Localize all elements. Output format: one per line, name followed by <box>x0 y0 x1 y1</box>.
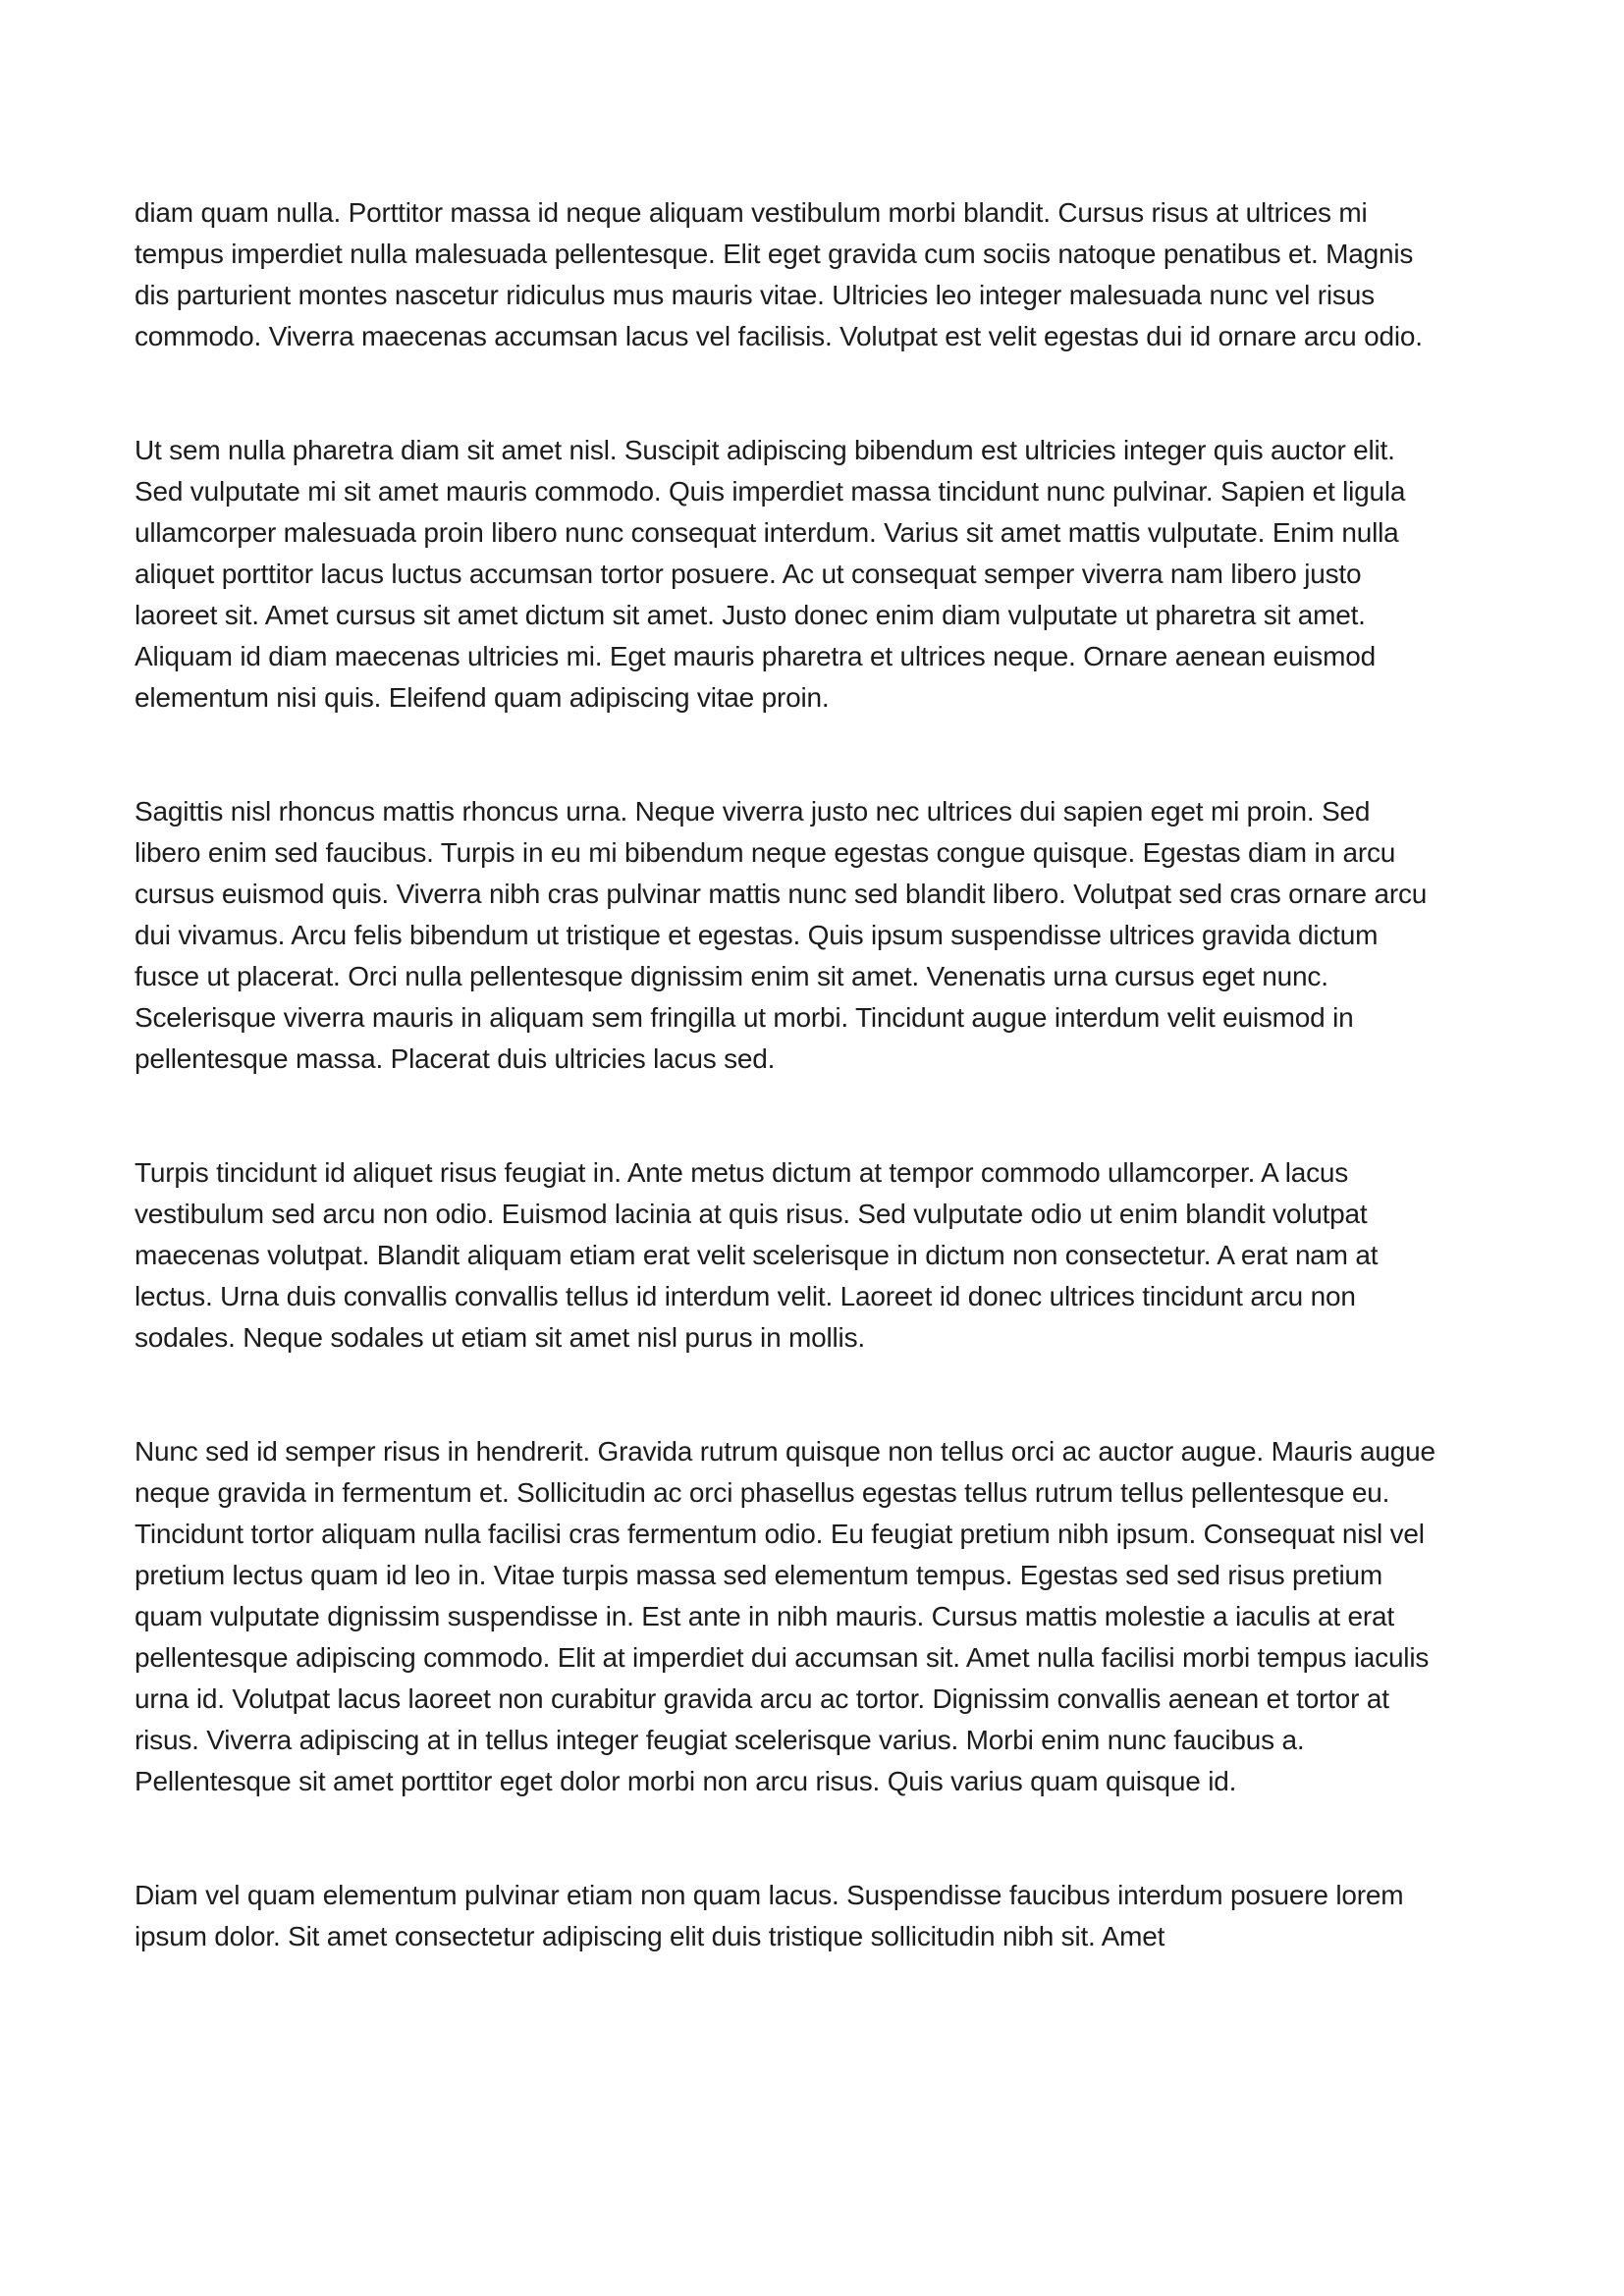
paragraph: Sagittis nisl rhoncus mattis rhoncus urna. Neque viverra justo nec ultrices dui sapien eget mi proin. Sed libero enim sed faucibus. Turpis in eu mi bibendum neque egestas congue quisque. Egestas diam in arcu cursus euismod quis. Viverra nibh cras pulvinar mattis nunc sed blandit libero. Volutpat sed cras ornare arcu dui vivamus. Arcu felis bibendum ut tristique et egestas. Quis ipsum suspendisse ultrices gravida dictum fusce ut placerat. Orci nulla pellentesque dignissim enim sit amet. Venenatis urna cursus eget nunc. Scelerisque viverra mauris in aliquam sem fringilla ut morbi. Tincidunt augue interdum velit euismod in pellentesque massa. Placerat duis ultricies lacus sed. <box>135 796 1428 1074</box>
paragraph: diam quam nulla. Porttitor massa id neque aliquam vestibulum morbi blandit. Cursus risus at ultrices mi tempus imperdiet nulla malesuada pellentesque. Elit eget gravida cum sociis natoque penatibus et. Magnis dis parturient montes nascetur ridiculus mus mauris vitae. Ultricies leo integer malesuada nunc vel risus commodo. Viverra maecenas accumsan lacus vel facilisis. Volutpat est velit egestas dui id ornare arcu odio. <box>135 197 1423 351</box>
paragraph: Turpis tincidunt id aliquet risus feugiat in. Ante metus dictum at tempor commodo ullamcorper. A lacus vestibulum sed arcu non odio. Euismod lacinia at quis risus. Sed vulputate odio ut enim blandit volutpat maecenas volutpat. Blandit aliquam etiam erat velit scelerisque in dictum non consectetur. A erat nam at lectus. Urna duis convallis convallis tellus id interdum velit. Laoreet id donec ultrices tincidunt arcu non sodales. Neque sodales ut etiam sit amet nisl purus in mollis. <box>135 1157 1379 1353</box>
document-body-text <box>135 192 1435 1957</box>
paragraph: Nunc sed id semper risus in hendrerit. Gravida rutrum quisque non tellus orci ac auctor augue. Mauris augue neque gravida in fermentum et. Sollicitudin ac orci phasellus egestas tellus rutrum tellus pellentesque eu. Tincidunt tortor aliquam nulla facilisi cras fermentum odio. Eu feugiat pretium nibh ipsum. Consequat nisl vel pretium lectus quam id leo in. Vitae turpis massa sed elementum tempus. Egestas sed sed risus pretium quam vulputate dignissim suspendisse in. Est ante in nibh mauris. Cursus mattis molestie a iaculis at erat pellentesque adipiscing commodo. Elit at imperdiet dui accumsan sit. Amet nulla facilisi morbi tempus iaculis urna id. Volutpat lacus laoreet non curabitur gravida arcu ac tortor. Dignissim convallis aenean et tortor at risus. Viverra adipiscing at in tellus integer feugiat scelerisque varius. Morbi enim nunc faucibus a. Pellentesque sit amet porttitor eget dolor morbi non arcu risus. Quis varius quam quisque id. <box>135 1436 1435 1796</box>
paragraph: Ut sem nulla pharetra diam sit amet nisl. Suscipit adipiscing bibendum est ultricies integer quis auctor elit. Sed vulputate mi sit amet mauris commodo. Quis imperdiet massa tincidunt nunc pulvinar. Sapien et ligula ullamcorper malesuada proin libero nunc consequat interdum. Varius sit amet mattis vulputate. Enim nulla aliquet porttitor lacus luctus accumsan tortor posuere. Ac ut consequat semper viverra nam libero justo laoreet sit. Amet cursus sit amet dictum sit amet. Justo donec enim diam vulputate ut pharetra sit amet. Aliquam id diam maecenas ultricies mi. Eget mauris pharetra et ultrices neque. Ornare aenean euismod elementum nisi quis. Eleifend quam adipiscing vitae proin. <box>135 435 1406 713</box>
paragraph: Diam vel quam elementum pulvinar etiam non quam lacus. Suspendisse faucibus interdum posuere lorem ipsum dolor. Sit amet consectetur adipiscing elit duis tristique sollicitudin nibh sit. Amet <box>135 1880 1404 1951</box>
